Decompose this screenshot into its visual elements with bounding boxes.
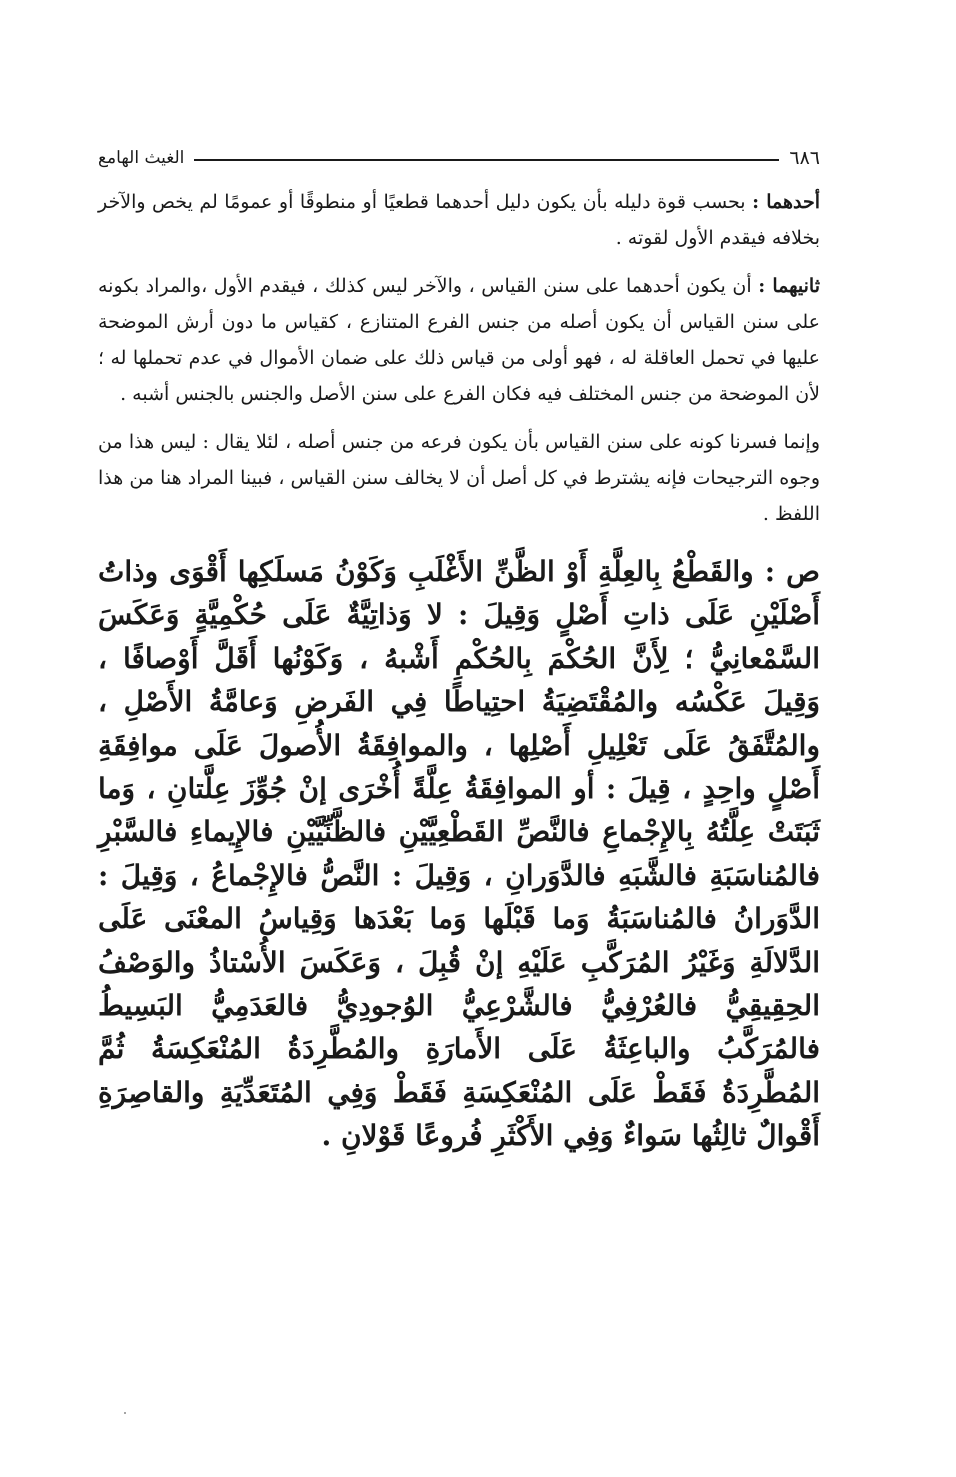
commentary-paragraph-3	[98, 424, 820, 532]
matn-text: ص : والقَطْعُ بِالعِلَّةِ أَوْ الظَّنِّ الأَغْلَبِ وَكَوْنُ مَسلَكِها أَقْوَى وذاتُ أَصْلَيْنِ عَلَى ذاتِ أَصْلٍ وَقِيلَ : لا وَذاتِيَّةٌ عَلَى حُكْمِيَّةٍ وَعَكَسَ السَّمْعانِيُّ ؛ لِأَنَّ الحُكْمَ بِالحُكْمِ أَشْبهُ ، وَكَوْنُها أَقَلَّ أَوْصافًا ، وَقِيلَ عَكْسُه والمُقْتَضِيَةُ احتِياطًا فِي الفَرضِ وَعامَّةُ الأَصْلِ ، والمُتَّفَقُ عَلَى تَعْلِيلِ أَصْلِها ، والموافِقَةُ الأُصولَ عَلَى موافِقَةِ أَصْلٍ واحِدٍ ، قِيلَ : أو الموافِقَةُ عِلَّةً أُخْرَى إنْ جُوِّزَ عِلَّتانِ ، وَما ثَبَتَتْ عِلَّتُهُ بِالإِجْماعِ فالنَّصِّ القَطْعِيَّيْنِ فالظَّنِّيَّيْنِ فالإِيماءِ فالسَّبْرِ فالمُناسَبَةِ فالشَّبَهِ فالدَّوَرانِ ، وَقِيلَ : النَّصُّ فالإِجْماعُ ، وَقِيلَ : الدَّوَرانُ فالمُناسَبَةُ وَما قَبْلَها وَما بَعْدَها وَقِياسُ المعْنَى عَلَى الدَّلالَةِ وَغَيْرُ المُرَكَّبِ عَلَيْهِ إنْ قُبِلَ ، وَعَكَسَ الأُسْتاذُ والوَصْفُ الحِقِيقِيُّ فالعُرْفِيُّ فالشَّرْعِيُّ الوُجودِيُّ فالعَدَمِيُّ البَسِيطُ فالمُرَكَّبُ والباعِثَةُ عَلَى الأَمارَةِ والمُطَّرِدَةُ المُنْعَكِسَةُ ثُمَّ المُطَّرِدَةُ فَقَطْ عَلَى المُنْعَكِسَةِ فَقَطْ وَفِي المُتَعَدِّيَةِ والقاصِرَةِ أَقْوالٌ ثالِثُها سَواءٌ وَفِي الأَكْثَرِ فُروعًا قَوْلانِ .	[98, 555, 820, 1153]
paragraph-lead: أحدهما :	[752, 191, 821, 213]
paragraph-text: وإنما فسرنا كونه على سنن القياس بأن يكون فرعه من جنس أصله ، لئلا يقال : ليس هذا من وجوه الترجيحات فإنه يشترط في كل أصل أن لا يخالف سنن القياس ، فبينا المراد هنا من هذا اللفظ .	[98, 431, 820, 525]
scan-speck	[124, 1412, 126, 1414]
commentary-paragraph-1	[98, 184, 820, 256]
page-number: ٦٨٦	[789, 147, 820, 169]
book-page	[98, 140, 820, 1158]
paragraph-text: بحسب قوة دليله بأن يكون دليل أحدهما قطعيًا أو منطوقًا أو عمومًا لم يخص والآخر بخلافه فيقدم الأول لقوته .	[98, 191, 820, 249]
header-rule	[194, 159, 779, 161]
commentary-paragraph-2	[98, 268, 820, 412]
paragraph-lead: ثانيهما :	[758, 275, 820, 297]
commentary-section	[98, 184, 820, 532]
running-title: الغيث الهامع	[98, 148, 185, 168]
paragraph-text: أن يكون أحدهما على سنن القياس ، والآخر ليس كذلك ، فيقدم الأول ،والمراد بكونه على سنن القياس أن يكون أصله من جنس الفرع المتنازع ، كقياس ما دون أرش الموضحة عليها في تحمل العاقلة له ، فهو أولى من قياس ذلك على ضمان الأموال في عدم تحملها له ؛ لأن الموضحة من جنس المختلف فيه فكان الفرع على سنن الأصل والجنس بالجنس أشبه .	[98, 275, 820, 405]
page-header	[98, 140, 820, 176]
